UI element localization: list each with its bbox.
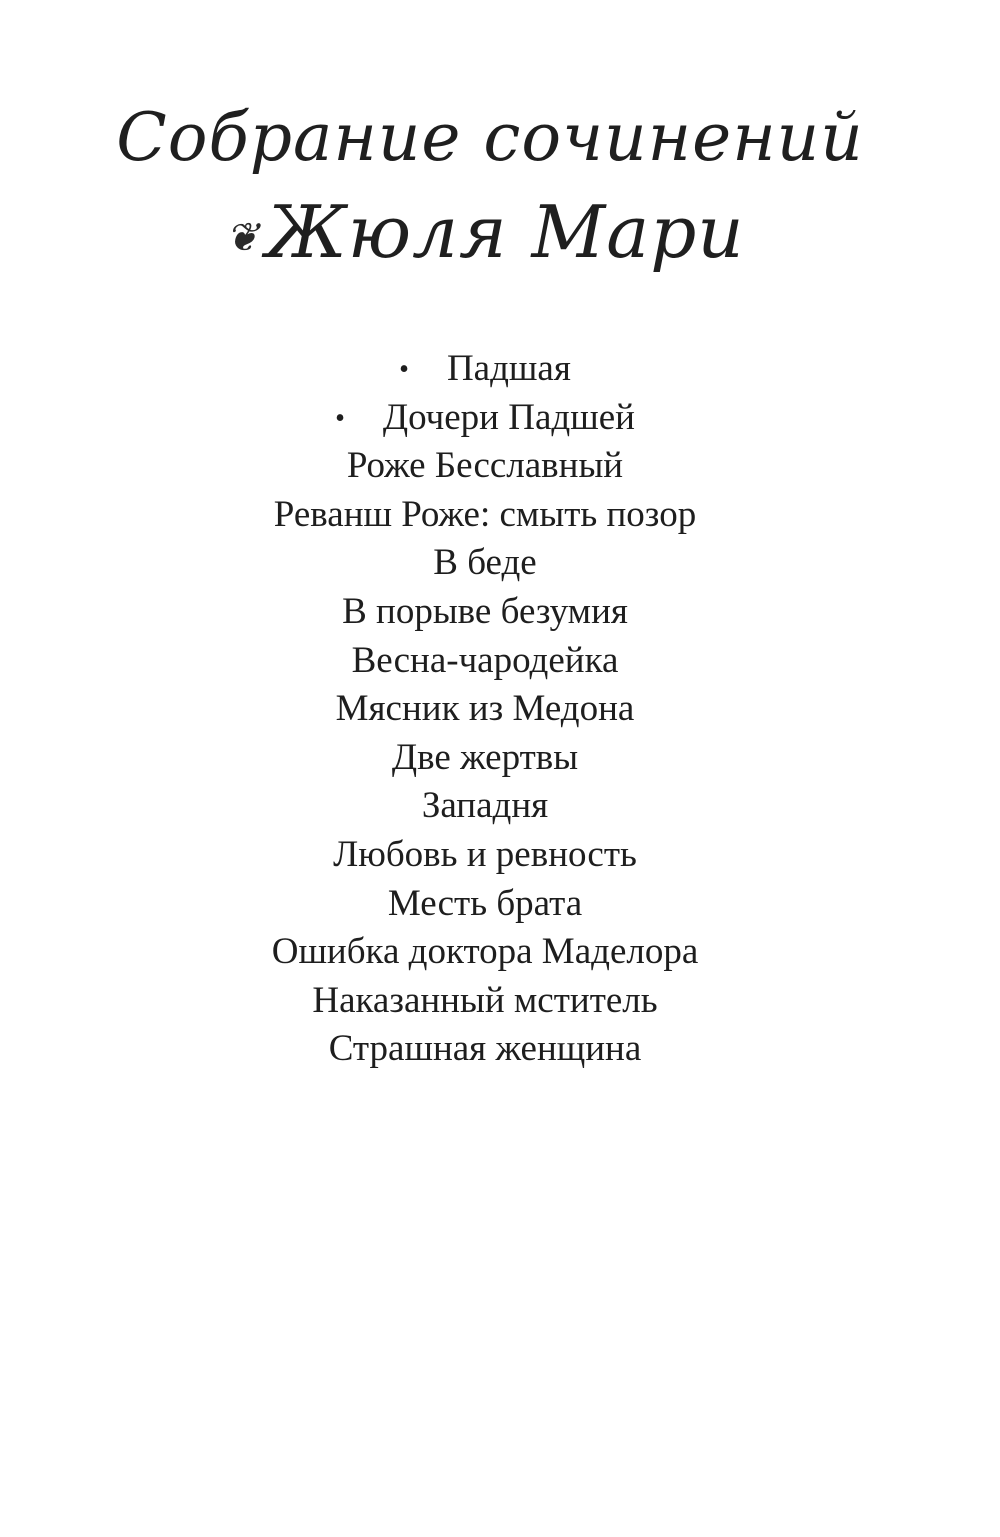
work-title-text: Ошибка доктора Маделора [271, 931, 699, 973]
work-title-text: В порыве безумия [342, 590, 628, 632]
work-title-text: В беде [433, 542, 537, 584]
work-title-item [0, 637, 970, 686]
work-title-text: Западня [421, 785, 549, 827]
work-title-item [0, 880, 970, 929]
bullet-icon: • [335, 402, 345, 434]
works-list [0, 345, 970, 1074]
work-title-item [0, 685, 970, 734]
work-title-item [0, 394, 970, 443]
work-title-item [0, 928, 970, 977]
work-title-item [0, 734, 970, 783]
work-title-item [0, 1025, 970, 1074]
work-title-item [0, 491, 970, 540]
work-title-text: Весна-чародейка [351, 639, 619, 681]
work-title-text: Наказанный мститель [312, 979, 658, 1021]
work-title-item [0, 831, 970, 880]
flourish-ornament-icon: ❦ [225, 215, 260, 261]
work-title-item [0, 539, 970, 588]
collection-title [0, 92, 1000, 286]
work-title-text: Две жертвы [391, 736, 579, 778]
work-title-text: Падшая [446, 348, 571, 389]
bullet-icon: • [399, 354, 409, 385]
work-title-text: Месть брата [387, 882, 583, 924]
work-title-item [0, 588, 970, 637]
work-title-text: Мясник из Медона [335, 688, 635, 730]
work-title-item [0, 345, 970, 394]
work-title-item [0, 442, 970, 491]
author-name: Жюля Мари [265, 190, 745, 274]
work-title-text: Реванш Роже: смыть позор [273, 493, 697, 535]
work-title-text: Страшная женщина [328, 1028, 642, 1070]
work-title-item [0, 782, 970, 831]
work-title-item [0, 977, 970, 1026]
work-title-text: Любовь и ревность [333, 833, 637, 875]
work-title-text: Дочери Падшей [382, 396, 635, 438]
title-line-1: Собрание сочинений [116, 99, 864, 176]
title-line-2 [0, 184, 1000, 286]
work-title-text: Роже Бесславный [346, 445, 624, 487]
